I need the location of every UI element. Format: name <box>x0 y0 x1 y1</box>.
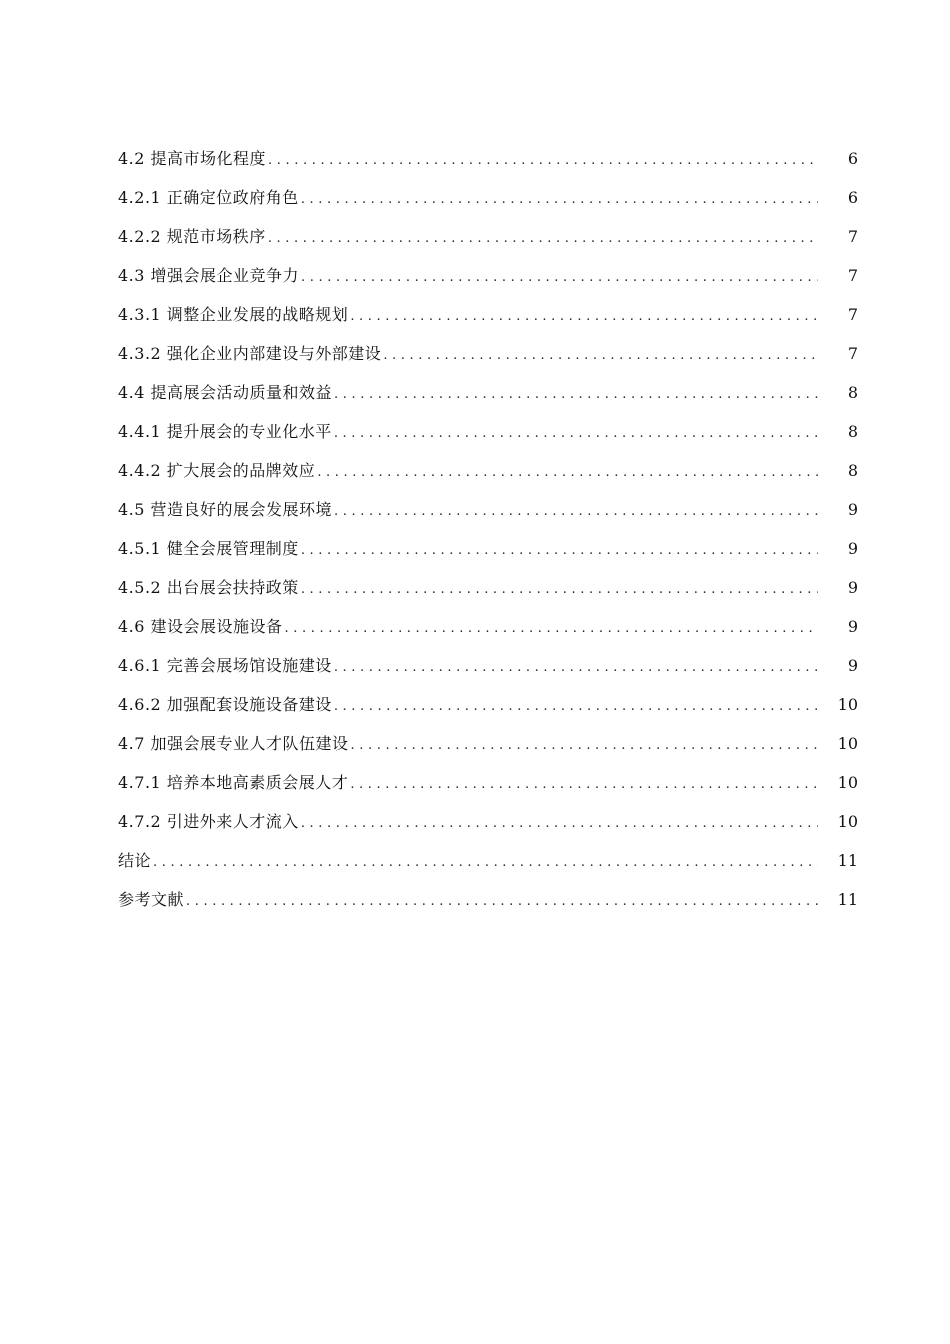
toc-entry-4-4[interactable] <box>118 373 858 412</box>
toc-dot-leader <box>301 804 818 843</box>
toc-entry-4-5-1[interactable] <box>118 529 858 568</box>
toc-dot-leader <box>268 219 818 258</box>
toc-page-number: 10 <box>837 695 858 714</box>
toc-page-number: 9 <box>847 617 858 636</box>
toc-entry-title: 参考文献 <box>118 890 185 909</box>
toc-dot-leader <box>383 336 818 375</box>
toc-dot-leader <box>301 180 818 219</box>
toc-entry-4-6-1[interactable] <box>118 646 858 685</box>
toc-entry-title: 4.3 增强会展企业竞争力 <box>118 266 300 285</box>
toc-page-number: 11 <box>837 851 858 870</box>
toc-dot-leader <box>350 765 818 804</box>
toc-page-number: 9 <box>847 578 858 597</box>
toc-dot-leader <box>350 297 818 336</box>
toc-dot-leader <box>334 648 818 687</box>
toc-entry-4-2-2[interactable] <box>118 217 858 256</box>
toc-entry-4-6[interactable] <box>118 607 858 646</box>
toc-page-number: 9 <box>847 539 858 558</box>
toc-entry-title: 4.5 营造良好的展会发展环境 <box>118 500 333 519</box>
toc-entry-title: 4.2.1 正确定位政府角色 <box>118 188 299 207</box>
toc-page-number: 7 <box>847 227 858 246</box>
toc-dot-leader <box>334 414 818 453</box>
toc-page-number: 7 <box>847 266 858 285</box>
toc-entry-title: 4.6 建设会展设施设备 <box>118 617 283 636</box>
toc-entry-title: 4.3.1 调整企业发展的战略规划 <box>118 305 349 324</box>
toc-entry-title: 4.4 提高展会活动质量和效益 <box>118 383 333 402</box>
toc-entry-4-5[interactable] <box>118 490 858 529</box>
toc-entry-4-6-2[interactable] <box>118 685 858 724</box>
toc-dot-leader <box>285 609 818 648</box>
toc-dot-leader <box>301 531 818 570</box>
toc-dot-leader <box>301 570 818 609</box>
toc-page-number: 6 <box>847 188 858 207</box>
toc-dot-leader <box>301 258 818 297</box>
toc-entry-title: 4.3.2 强化企业内部建设与外部建设 <box>118 344 382 363</box>
toc-dot-leader <box>186 882 818 921</box>
toc-entry-4-5-2[interactable] <box>118 568 858 607</box>
toc-entry-4-7-2[interactable] <box>118 802 858 841</box>
toc-entry-4-3-2[interactable] <box>118 334 858 373</box>
toc-entry-title: 4.4.1 提升展会的专业化水平 <box>118 422 332 441</box>
toc-entry-4-3-1[interactable] <box>118 295 858 334</box>
toc-entry-title: 4.2 提高市场化程度 <box>118 149 267 168</box>
toc-entry-references[interactable] <box>118 880 858 919</box>
toc-entry-title: 4.7.1 培养本地高素质会展人才 <box>118 773 349 792</box>
toc-dot-leader <box>317 453 818 492</box>
toc-page-number: 7 <box>847 305 858 324</box>
toc-dot-leader <box>334 687 818 726</box>
toc-dot-leader <box>334 375 818 414</box>
toc-entry-title: 4.2.2 规范市场秩序 <box>118 227 266 246</box>
toc-entry-title: 4.7.2 引进外来人才流入 <box>118 812 299 831</box>
toc-entry-title: 4.5.2 出台展会扶持政策 <box>118 578 299 597</box>
toc-page-number: 8 <box>847 461 858 480</box>
toc-dot-leader <box>334 492 818 531</box>
table-of-contents <box>118 139 858 919</box>
toc-entry-4-7-1[interactable] <box>118 763 858 802</box>
toc-dot-leader <box>268 141 818 180</box>
toc-page-number: 8 <box>847 383 858 402</box>
toc-dot-leader <box>153 843 818 882</box>
toc-entry-title: 4.7 加强会展专业人才队伍建设 <box>118 734 349 753</box>
toc-page-number: 6 <box>847 149 858 168</box>
toc-entry-4-7[interactable] <box>118 724 858 763</box>
toc-entry-conclusion[interactable] <box>118 841 858 880</box>
toc-page-number: 9 <box>847 500 858 519</box>
toc-entry-title: 结论 <box>118 851 152 870</box>
toc-entry-4-2-1[interactable] <box>118 178 858 217</box>
toc-entry-4-4-2[interactable] <box>118 451 858 490</box>
toc-page-number: 10 <box>837 812 858 831</box>
toc-page-number: 10 <box>837 734 858 753</box>
toc-page-number: 11 <box>837 890 858 909</box>
toc-entry-title: 4.5.1 健全会展管理制度 <box>118 539 299 558</box>
toc-entry-title: 4.4.2 扩大展会的品牌效应 <box>118 461 316 480</box>
toc-page-number: 7 <box>847 344 858 363</box>
toc-page-number: 8 <box>847 422 858 441</box>
toc-entry-4-2[interactable] <box>118 139 858 178</box>
toc-page-number: 9 <box>847 656 858 675</box>
toc-entry-title: 4.6.1 完善会展场馆设施建设 <box>118 656 332 675</box>
toc-entry-4-3[interactable] <box>118 256 858 295</box>
toc-entry-title: 4.6.2 加强配套设施设备建设 <box>118 695 332 714</box>
toc-dot-leader <box>351 726 818 765</box>
toc-page-number: 10 <box>837 773 858 792</box>
toc-entry-4-4-1[interactable] <box>118 412 858 451</box>
